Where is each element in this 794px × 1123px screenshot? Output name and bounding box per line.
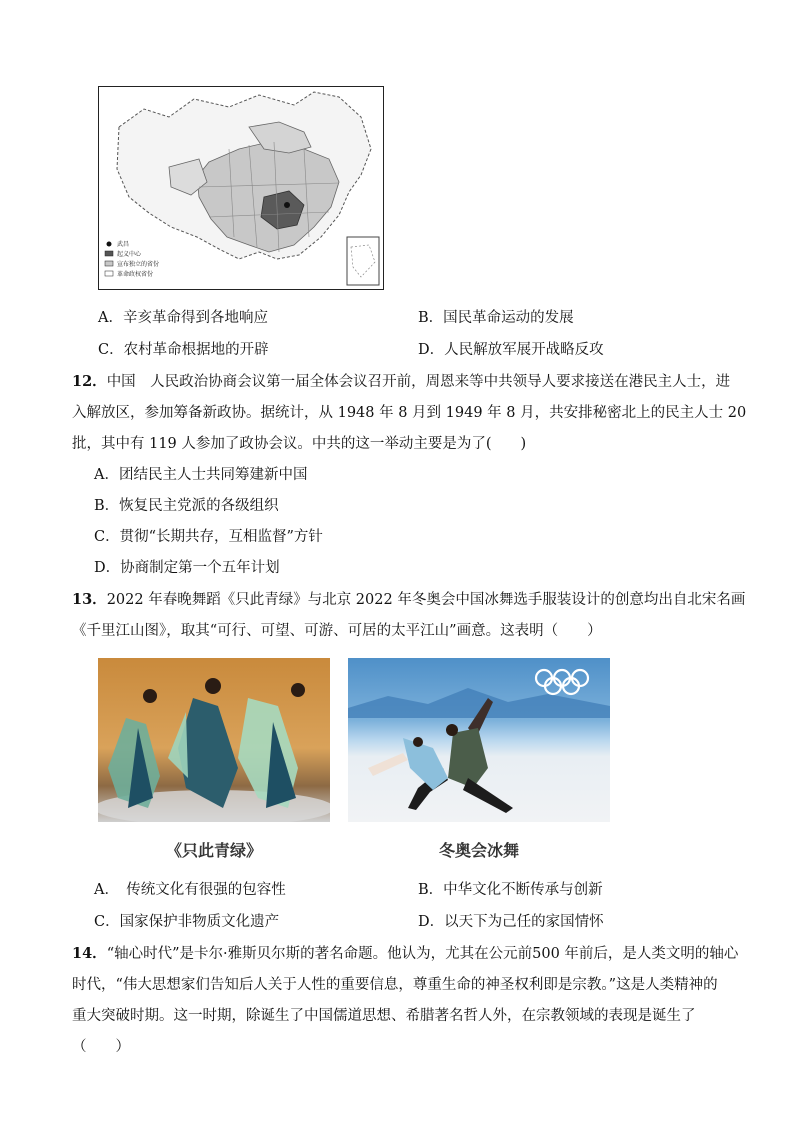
dance-photo xyxy=(98,658,330,822)
q13-text-1: 2022 年春晚舞蹈《只此青绿》与北京 2022 年冬奥会中国冰舞选手服装设计的创意均出自北宋名画 xyxy=(106,592,746,608)
q12-option-d: D．协商制定第一个五年计划 xyxy=(94,560,280,576)
china-map-svg xyxy=(99,87,383,289)
q12-option-b: B．恢复民主党派的各级组织 xyxy=(94,498,279,514)
dancer-3 xyxy=(238,683,305,808)
q12-option-a: A．团结民主人士共同筹建新中国 xyxy=(94,467,308,483)
dance-photo-svg xyxy=(98,658,330,822)
q12-line-3: 批，其中有 119 人参加了政协会议。中共的这一举动主要是为了( ) xyxy=(72,436,527,452)
q12-number: 12． xyxy=(72,373,107,390)
q13-line-1 xyxy=(72,590,745,610)
q11-option-a: A．辛亥革命得到各地响应 xyxy=(98,310,268,326)
q12-line-2: 入解放区，参加筹备新政协。据统计，从 1948 年 8 月到 1949 年 8 月，共安排秘密北上的民主人士 20 xyxy=(72,405,747,421)
legend-label-4: 革命政权省份 xyxy=(117,271,154,278)
legend-label-3: 宣布独立的省份 xyxy=(117,261,160,268)
south-china-sea-inset xyxy=(347,237,379,285)
ice-dance-caption: 冬奥会冰舞 xyxy=(438,841,519,860)
q14-line-2: 时代，“伟大思想家们告知后人关于人性的重要信息，尊重生命的神圣权利即是宗教。”这是人类精神的 xyxy=(72,977,718,993)
dancer-1 xyxy=(108,689,160,808)
q14-line-3: 重大突破时期。这一时期，除诞生了中国儒道思想、希腊著名哲人外，在宗教领域的表现是诞生了 xyxy=(72,1008,696,1024)
wuchang-marker xyxy=(284,202,290,208)
q12-option-c: C．贯彻“长期共存，互相监督”方针 xyxy=(94,529,323,545)
china-map-figure xyxy=(98,86,384,290)
dancer-2 xyxy=(168,678,238,808)
q14-line-1 xyxy=(72,944,738,964)
q14-line-4: （ ） xyxy=(72,1039,130,1055)
ice-dance-photo xyxy=(348,658,610,822)
q13-option-d: D．以天下为己任的家国情怀 xyxy=(418,914,604,930)
dance-photo-caption: 《只此青绿》 xyxy=(165,841,262,860)
q13-option-a: A． 传统文化有很强的包容性 xyxy=(94,882,286,898)
q12-text-1: 中国 人民政治协商会议第一届全体会议召开前，周恩来等中共领导人要求接送在港民主人士，进 xyxy=(106,374,731,390)
q13-line-2: 《千里江山图》，取其“可行、可望、可游、可居的太平江山”画意。这表明（ ） xyxy=(72,623,602,639)
legend-label-2: 起义中心 xyxy=(117,251,142,258)
q13-option-c: C．国家保护非物质文化遗产 xyxy=(94,914,280,930)
map-legend xyxy=(105,242,113,277)
q11-option-b: B．国民革命运动的发展 xyxy=(418,310,574,326)
q14-number: 14． xyxy=(72,945,107,962)
legend-label-1: 武昌 xyxy=(117,241,130,248)
q12-line-1 xyxy=(72,372,730,392)
q11-option-c: C．农村革命根据地的开辟 xyxy=(98,342,269,358)
q13-number: 13． xyxy=(72,591,107,608)
q14-text-1: “轴心时代”是卡尔·雅斯贝尔斯的著名命题。他认为，尤其在公元前500 年前后，是人类文明的轴心 xyxy=(106,946,739,962)
olympic-rings-icon xyxy=(536,670,588,694)
q13-option-b: B．中华文化不断传承与创新 xyxy=(418,882,603,898)
ice-dance-photo-svg xyxy=(348,658,610,822)
q11-option-d: D．人民解放军展开战略反攻 xyxy=(418,342,604,358)
